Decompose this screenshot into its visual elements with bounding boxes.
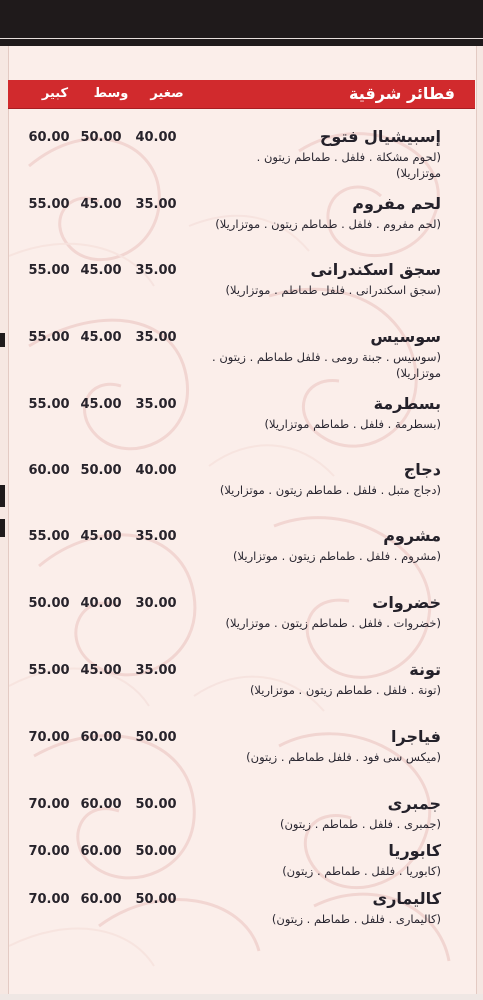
- item-name: مشروم: [383, 526, 441, 545]
- left-binding-mark: [0, 485, 5, 507]
- item-description: (دجاج متبل . فلفل . طماطم زيتون . موتزاريلا): [219, 483, 441, 497]
- item-name: خضروات: [372, 593, 441, 612]
- price-small: 35.00: [135, 330, 177, 345]
- price-medium: 60.00: [80, 892, 122, 907]
- price-large: 70.00: [28, 730, 70, 745]
- top-dark-band: [0, 0, 483, 46]
- item-name: سوسيس: [370, 327, 441, 346]
- top-divider: [0, 38, 483, 39]
- bottom-strip: [0, 994, 483, 1000]
- price-medium: 45.00: [80, 663, 122, 678]
- price-small: 35.00: [135, 263, 177, 278]
- item-name: لحم مفروم: [352, 194, 441, 213]
- price-large: 55.00: [28, 263, 70, 278]
- item-description: (سجق اسكندرانى . فلفل طماطم . موتزاريلا): [225, 283, 441, 297]
- item-name: إسبيشيال فتوح: [319, 127, 441, 146]
- price-large: 60.00: [28, 130, 70, 145]
- price-medium: 60.00: [80, 844, 122, 859]
- price-medium: 60.00: [80, 797, 122, 812]
- item-description: (كاليمارى . فلفل . طماطم . زيتون): [271, 912, 441, 926]
- price-large: 55.00: [28, 663, 70, 678]
- price-medium: 50.00: [80, 130, 122, 145]
- price-large: 55.00: [28, 197, 70, 212]
- price-small: 50.00: [135, 892, 177, 907]
- price-small: 50.00: [135, 844, 177, 859]
- price-medium: 45.00: [80, 263, 122, 278]
- price-small: 35.00: [135, 663, 177, 678]
- price-small: 40.00: [135, 463, 177, 478]
- price-small: 35.00: [135, 529, 177, 544]
- item-name: فياجرا: [391, 727, 441, 746]
- price-medium: 45.00: [80, 330, 122, 345]
- size-small-label: صغير: [150, 86, 184, 101]
- item-name: بسطرمة: [373, 394, 441, 413]
- price-large: 70.00: [28, 797, 70, 812]
- price-large: 55.00: [28, 330, 70, 345]
- item-name: تونة: [409, 660, 441, 679]
- item-name: سجق اسكندرانى: [310, 260, 441, 279]
- price-large: 55.00: [28, 529, 70, 544]
- size-medium-label: وسط: [93, 86, 129, 101]
- left-binding-mark: [0, 333, 5, 347]
- item-description: (سوسيس . جبنة رومى . فلفل طماطم . زيتون . موتزاريلا): [212, 350, 441, 380]
- price-medium: 45.00: [80, 397, 122, 412]
- item-description: (لحم مفروم . فلفل . طماطم زيتون . موتزاريلا): [215, 217, 441, 231]
- section-header: [8, 80, 475, 109]
- price-medium: 40.00: [80, 596, 122, 611]
- item-description: (جمبرى . فلفل . طماطم . زيتون): [280, 817, 441, 831]
- item-name: جمبرى: [387, 794, 441, 813]
- item-description: (ميكس سى فود . فلفل طماطم . زيتون): [246, 750, 441, 764]
- price-small: 40.00: [135, 130, 177, 145]
- left-binding-mark: [0, 519, 5, 537]
- size-large-label: كبير: [41, 86, 69, 101]
- item-name: كابوريا: [388, 841, 441, 860]
- price-small: 50.00: [135, 797, 177, 812]
- item-description: (خضروات . فلفل . طماطم زيتون . موتزاريلا): [225, 616, 441, 630]
- price-large: 55.00: [28, 397, 70, 412]
- price-medium: 45.00: [80, 197, 122, 212]
- price-large: 60.00: [28, 463, 70, 478]
- item-name: كاليمارى: [372, 889, 441, 908]
- item-description: (لحوم مشكلة . فلفل . طماطم زيتون . موتزاريلا): [256, 150, 441, 180]
- price-small: 50.00: [135, 730, 177, 745]
- price-large: 50.00: [28, 596, 70, 611]
- item-description: (تونة . فلفل . طماطم زيتون . موتزاريلا): [249, 683, 441, 697]
- price-large: 70.00: [28, 844, 70, 859]
- item-name: دجاج: [403, 460, 441, 479]
- price-small: 35.00: [135, 197, 177, 212]
- item-description: (مشروم . فلفل . طماطم زيتون . موتزاريلا): [233, 549, 441, 563]
- price-small: 30.00: [135, 596, 177, 611]
- price-medium: 60.00: [80, 730, 122, 745]
- price-medium: 45.00: [80, 529, 122, 544]
- price-small: 35.00: [135, 397, 177, 412]
- item-description: (كابوريا . فلفل . طماطم . زيتون): [282, 864, 441, 878]
- price-medium: 50.00: [80, 463, 122, 478]
- item-description: (بسطرمة . فلفل . طماطم موتزاريلا): [264, 417, 441, 431]
- price-large: 70.00: [28, 892, 70, 907]
- section-title: فطائر شرقية: [349, 84, 455, 103]
